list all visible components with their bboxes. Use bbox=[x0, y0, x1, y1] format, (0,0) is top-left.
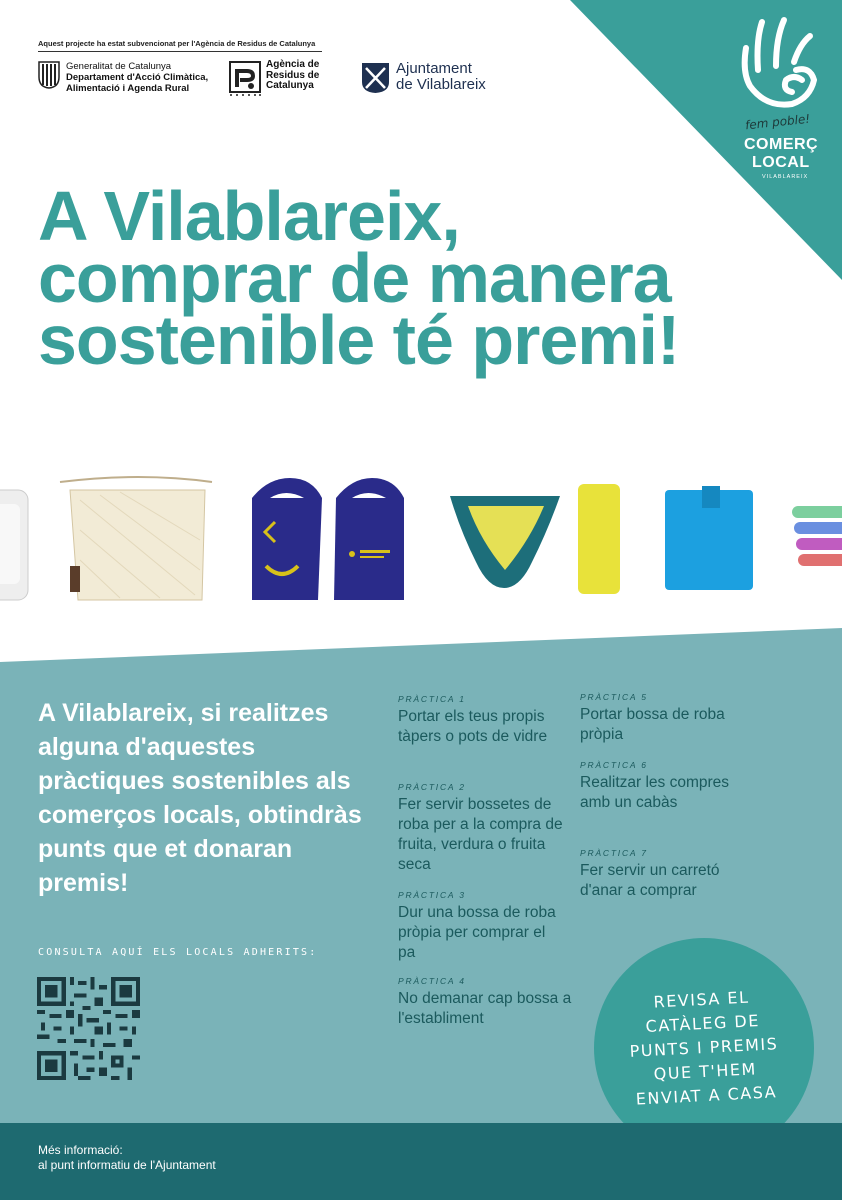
footer-line-2: al punt informatiu de l'Ajuntament bbox=[38, 1158, 216, 1172]
practice-text: Fer servir un carretó d'anar a comprar bbox=[580, 862, 720, 899]
tote-bags-icon bbox=[252, 478, 404, 600]
agencia-line-2: Residus de bbox=[266, 69, 320, 81]
headline-line-1: A Vilablareix, bbox=[38, 177, 460, 255]
generalitat-line-1: Generalitat de Catalunya bbox=[66, 61, 172, 72]
callout-line-5: ENVIAT A CASA bbox=[635, 1082, 778, 1109]
practice-3 bbox=[398, 890, 558, 963]
ajuntament-line-2: de Vilablareix bbox=[396, 76, 486, 93]
products-strip bbox=[0, 470, 842, 615]
practice-1 bbox=[398, 694, 570, 747]
intro-text: A Vilablareix, si realitzes alguna d'aquestes pràctiques sostenibles als comerços locals, obtindràs punts que et donaran premis! bbox=[38, 699, 362, 897]
food-wrap-icon bbox=[665, 486, 753, 590]
practice-label: PRÀCTICA 4 bbox=[398, 976, 466, 986]
headline-line-2: comprar de manera bbox=[38, 239, 671, 317]
practice-5 bbox=[580, 692, 750, 745]
practice-label: PRÀCTICA 6 bbox=[580, 760, 648, 770]
mesh-bag-icon bbox=[60, 477, 212, 600]
practice-text: Fer servir bossetes de roba per a la compra de fruita, verdura o fruita seca bbox=[398, 796, 563, 873]
brand-tagline: fem poble! bbox=[744, 111, 811, 133]
callout-line-3: PUNTS I PREMIS bbox=[629, 1034, 779, 1061]
brand-line-2: LOCAL bbox=[752, 154, 810, 171]
qr-code[interactable] bbox=[37, 977, 140, 1080]
food-container-icon bbox=[0, 490, 28, 600]
footer-info bbox=[38, 1143, 216, 1173]
cloth-diaper-icon bbox=[450, 484, 620, 594]
practice-6 bbox=[580, 760, 730, 813]
ajuntament-line-1: Ajuntament bbox=[396, 60, 472, 77]
headline-line-3: sostenible té premi! bbox=[38, 301, 680, 379]
callout-line-4: QUE T'HEM bbox=[653, 1059, 758, 1084]
practice-text: Dur una bossa de roba pròpia per comprar el pa bbox=[398, 904, 556, 961]
brand-town: VILABLAREIX bbox=[762, 174, 809, 180]
subsidy-divider bbox=[38, 51, 322, 52]
callout-line-1: REVISA EL bbox=[653, 987, 750, 1012]
practice-text: Portar els teus propis tàpers o pots de vidre bbox=[398, 708, 548, 745]
consulta-label: CONSULTA AQUÍ ELS LOCALS ADHERITS: bbox=[38, 947, 318, 958]
generalitat-line-2: Departament d'Acció Climàtica, bbox=[66, 72, 209, 83]
practice-label: PRÀCTICA 5 bbox=[580, 692, 648, 702]
silicone-lids-icon bbox=[792, 506, 842, 566]
callout-line-2: CATÀLEG DE bbox=[645, 1011, 761, 1037]
practice-label: PRÀCTICA 2 bbox=[398, 782, 466, 792]
practice-4 bbox=[398, 976, 578, 1029]
agencia-residus-logo-icon bbox=[229, 61, 261, 97]
agencia-line-3: Catalunya bbox=[266, 80, 314, 91]
brand-line-1: COMERÇ bbox=[744, 136, 819, 153]
generalitat-name bbox=[66, 61, 208, 94]
footer-line-1: Més informació: bbox=[38, 1143, 123, 1157]
practice-text: No demanar cap bossa a l'establiment bbox=[398, 990, 572, 1027]
generalitat-logo-icon bbox=[38, 61, 60, 89]
practice-2 bbox=[398, 782, 576, 875]
practice-label: PRÀCTICA 7 bbox=[580, 848, 648, 858]
practice-text: Portar bossa de roba pròpia bbox=[580, 706, 725, 743]
ajuntament-name bbox=[396, 61, 486, 93]
generalitat-line-3: Alimentació i Agenda Rural bbox=[66, 83, 190, 94]
ajuntament-shield-icon bbox=[361, 62, 390, 94]
practice-label: PRÀCTICA 3 bbox=[398, 890, 466, 900]
practice-label: PRÀCTICA 1 bbox=[398, 694, 466, 704]
practice-text: Realitzar les compres amb un cabàs bbox=[580, 774, 730, 811]
practice-7 bbox=[580, 848, 740, 901]
agencia-residus-name bbox=[266, 60, 319, 92]
main-headline bbox=[38, 177, 798, 379]
agencia-line-1: Agència de bbox=[266, 59, 320, 70]
subsidy-note: Aquest projecte ha estat subvencionat per l'Agència de Residus de Catalunya bbox=[38, 39, 316, 48]
catalog-callout-text bbox=[603, 983, 805, 1113]
